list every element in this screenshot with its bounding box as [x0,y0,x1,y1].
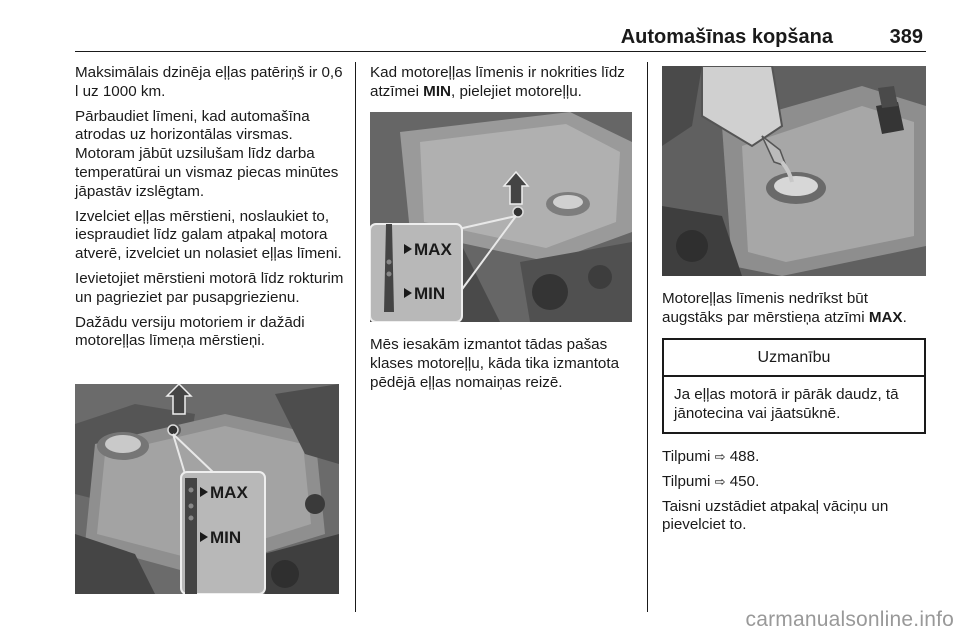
watermark: carmanualsonline.info [745,608,954,631]
engine-dipstick-illustration-1 [75,384,339,594]
paragraph-min-level: Kad motoreļļas līmenis ir nokrities līdz atzīmei MIN, pielejiet motoreļļu. [370,64,625,100]
column-divider-1 [355,62,356,612]
caution-text: Ja eļļas motorā ir pārāk daudz, tā jānotecina vai jāatsūknē. [674,386,899,423]
min-mark-label: MIN [414,284,446,303]
column-divider-2 [647,62,648,612]
page-header [75,26,925,50]
max-mark-label: MAX [210,483,248,502]
paragraph-oil-recommendation: Mēs iesakām izmantot tādas pašas klases motoreļļu, kāda tika izmantota pēdējā eļļas nomaiņas reizē. [370,336,620,391]
min-mark-label: MIN [210,528,242,547]
paragraph-dipstick-versions: Dažādu versiju motoriem ir dažādi motoreļļas līmeņa mērstieņi. [75,313,305,350]
paragraph-check-level: Pārbaudiet līmeni, kad automašīna atrodas uz horizontālas virsmas. Motoram jābūt uzsilušam līdz darba temperatūrai un vismaz piecas minūtes jāpastāv izslēgtam. [75,107,339,200]
oil-filling-illustration [662,66,926,276]
paragraph-insert-dipstick: Ievietojiet mērstieni motorā līdz rokturim un pagrieziet par pusapgriezienu. [75,269,344,306]
header-rule [75,51,926,52]
reference-capacities-1[interactable]: Tilpumi ⇨ 488. [662,447,760,465]
max-mark-label: MAX [414,240,452,259]
column-2 [370,64,638,108]
page-reference-icon: ⇨ [714,473,726,489]
paragraph-refit-cap: Taisni uzstādiet atpakaļ vāciņu un pievelciet to. [662,497,889,534]
caution-title: Uzmanību [664,340,924,378]
page-reference-icon: ⇨ [714,448,726,464]
page-number: 389 [889,26,923,48]
paragraph-oil-consumption: Maksimālais dzinēja eļļas patēriņš ir 0,6 l uz 1000 km. [75,64,343,100]
column-3 [662,290,926,541]
paragraph-dipstick-read: Izvelciet eļļas mērstieni, noslaukiet to, iespraudiet līdz galam atpakaļ motora atverē, izvelciet un nolasiet eļļas līmeni. [75,207,342,263]
section-title: Automašīnas kopšana [620,26,833,48]
reference-capacities-2[interactable]: Tilpumi ⇨ 450. [662,472,760,490]
caution-box [662,338,926,434]
column-2-lower [370,336,638,398]
engine-dipstick-illustration-2 [370,112,632,322]
column-1 [75,64,347,357]
paragraph-max-level: Motoreļļas līmenis nedrīkst būt augstāks par mērstieņa atzīmi MAX. [662,290,907,326]
